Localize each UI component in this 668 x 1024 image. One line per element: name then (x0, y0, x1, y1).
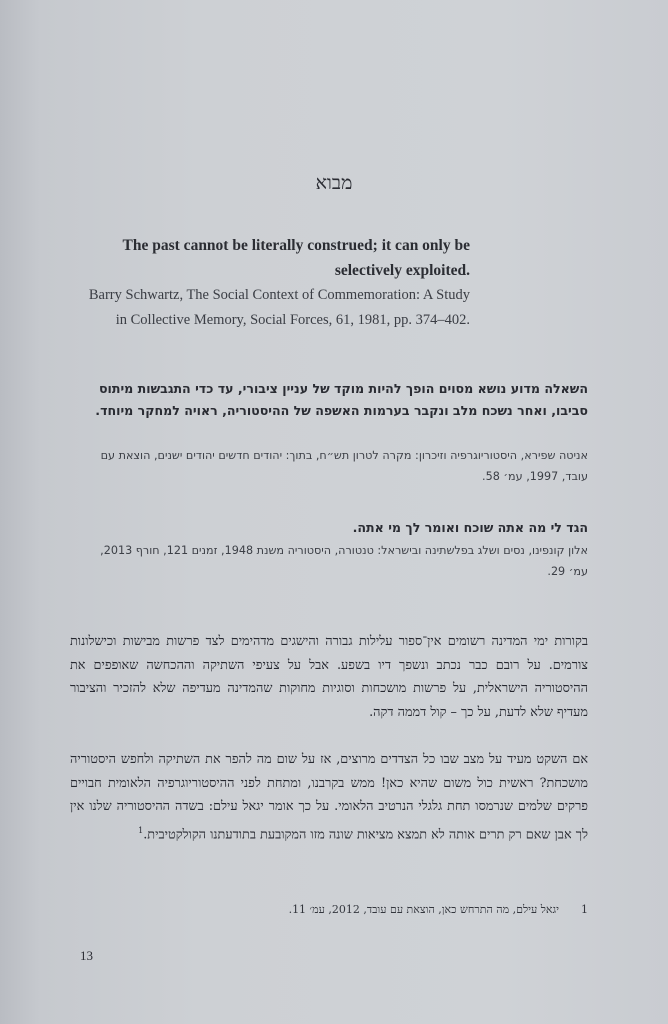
body-paragraph-1: בקורות ימי המדינה רשומים אין־ספור עלילות גבורה והישגים מדהימים לצד פרשות מבישות וכישלונות צורמים. על רובם כבר נכתב ונשפך דיו בשפע. אבל על צעיפי השתיקה וההכחשה שאופפים את ההיסטוריה הישראלית, על פרשות מושכחות וסוגיות מחוקות שהמדינה מעדיפה שלא להזכיר והציבור מעדיף שלא לדעת, על כך – קול דממה דקה. (70, 634, 588, 720)
hebrew-epigraph-2-source: אלון קונפינו, נסים ושלג בפלשתינה ובישראל: טנטורה, היסטוריה משנת 1948, זמנים 121, חורף 2013, עמ׳ 29. (100, 544, 588, 578)
footnote-text: יגאל עילם, מה התרחש כאן, הוצאת עם עובד, 2012, עמ׳ 11. (288, 903, 559, 916)
footnote (68, 903, 588, 916)
english-epigraph-quote: The past cannot be literally construed; it can only be selectively exploited. (122, 237, 470, 279)
chapter-title: מבוא (315, 172, 353, 194)
hebrew-epigraph-1-source: אניטה שפירא, היסטוריוגרפיה וזיכרון: מקרה לטרון תש״ח, בתוך: יהודים חדשים יהודים ישנים, הוצאת עם עובד, 1997, עמ׳ 58. (100, 449, 588, 483)
hebrew-epigraph-1-quote: השאלה מדוע נושא מסוים הופך להיות מוקד של עניין ציבורי, עד כדי התגבשות מיתוס סביבו, ואחר נשכח מלב ונקבר בערמות האשפה של ההיסטוריה, ראויה למחקר מיוחד. (95, 381, 588, 418)
footnote-number: 1 (581, 903, 588, 916)
body-paragraph-2 (70, 748, 588, 847)
footnote-marker: 1 (138, 825, 144, 835)
page-number: 13 (80, 948, 93, 963)
english-epigraph-source: Barry Schwartz, The Social Context of Commemoration: A Study in Collective Memory, Social Forces, 61, 1981, pp. 374–402. (88, 287, 470, 328)
hebrew-epigraph-2-quote: הגד לי מה אתה שוכח ואומר לך מי אתה. (352, 520, 588, 535)
body-paragraph-2-text: אם השקט מעיד על מצב שבו כל הצדדים מרוצים, אז על שום מה להפר את השתיקה ולחפש היסטוריה מושכחת? ראשית כול משום שהיא כאן! ממש בקרבנו, ומתחת לפני ההיסטוריוגרפיה הלאומית חבויים פרקים שלמים שנרמסו תחת גלגלי הנרטיב הלאומי. על כך אומר יגאל עילם: בשדה ההיסטוריה שלנו אין לך אבן שאם רק תרים אותה לא תמצא מציאות שונה מזו המקובעת בתודעתנו הקולקטיבית. (70, 752, 588, 843)
